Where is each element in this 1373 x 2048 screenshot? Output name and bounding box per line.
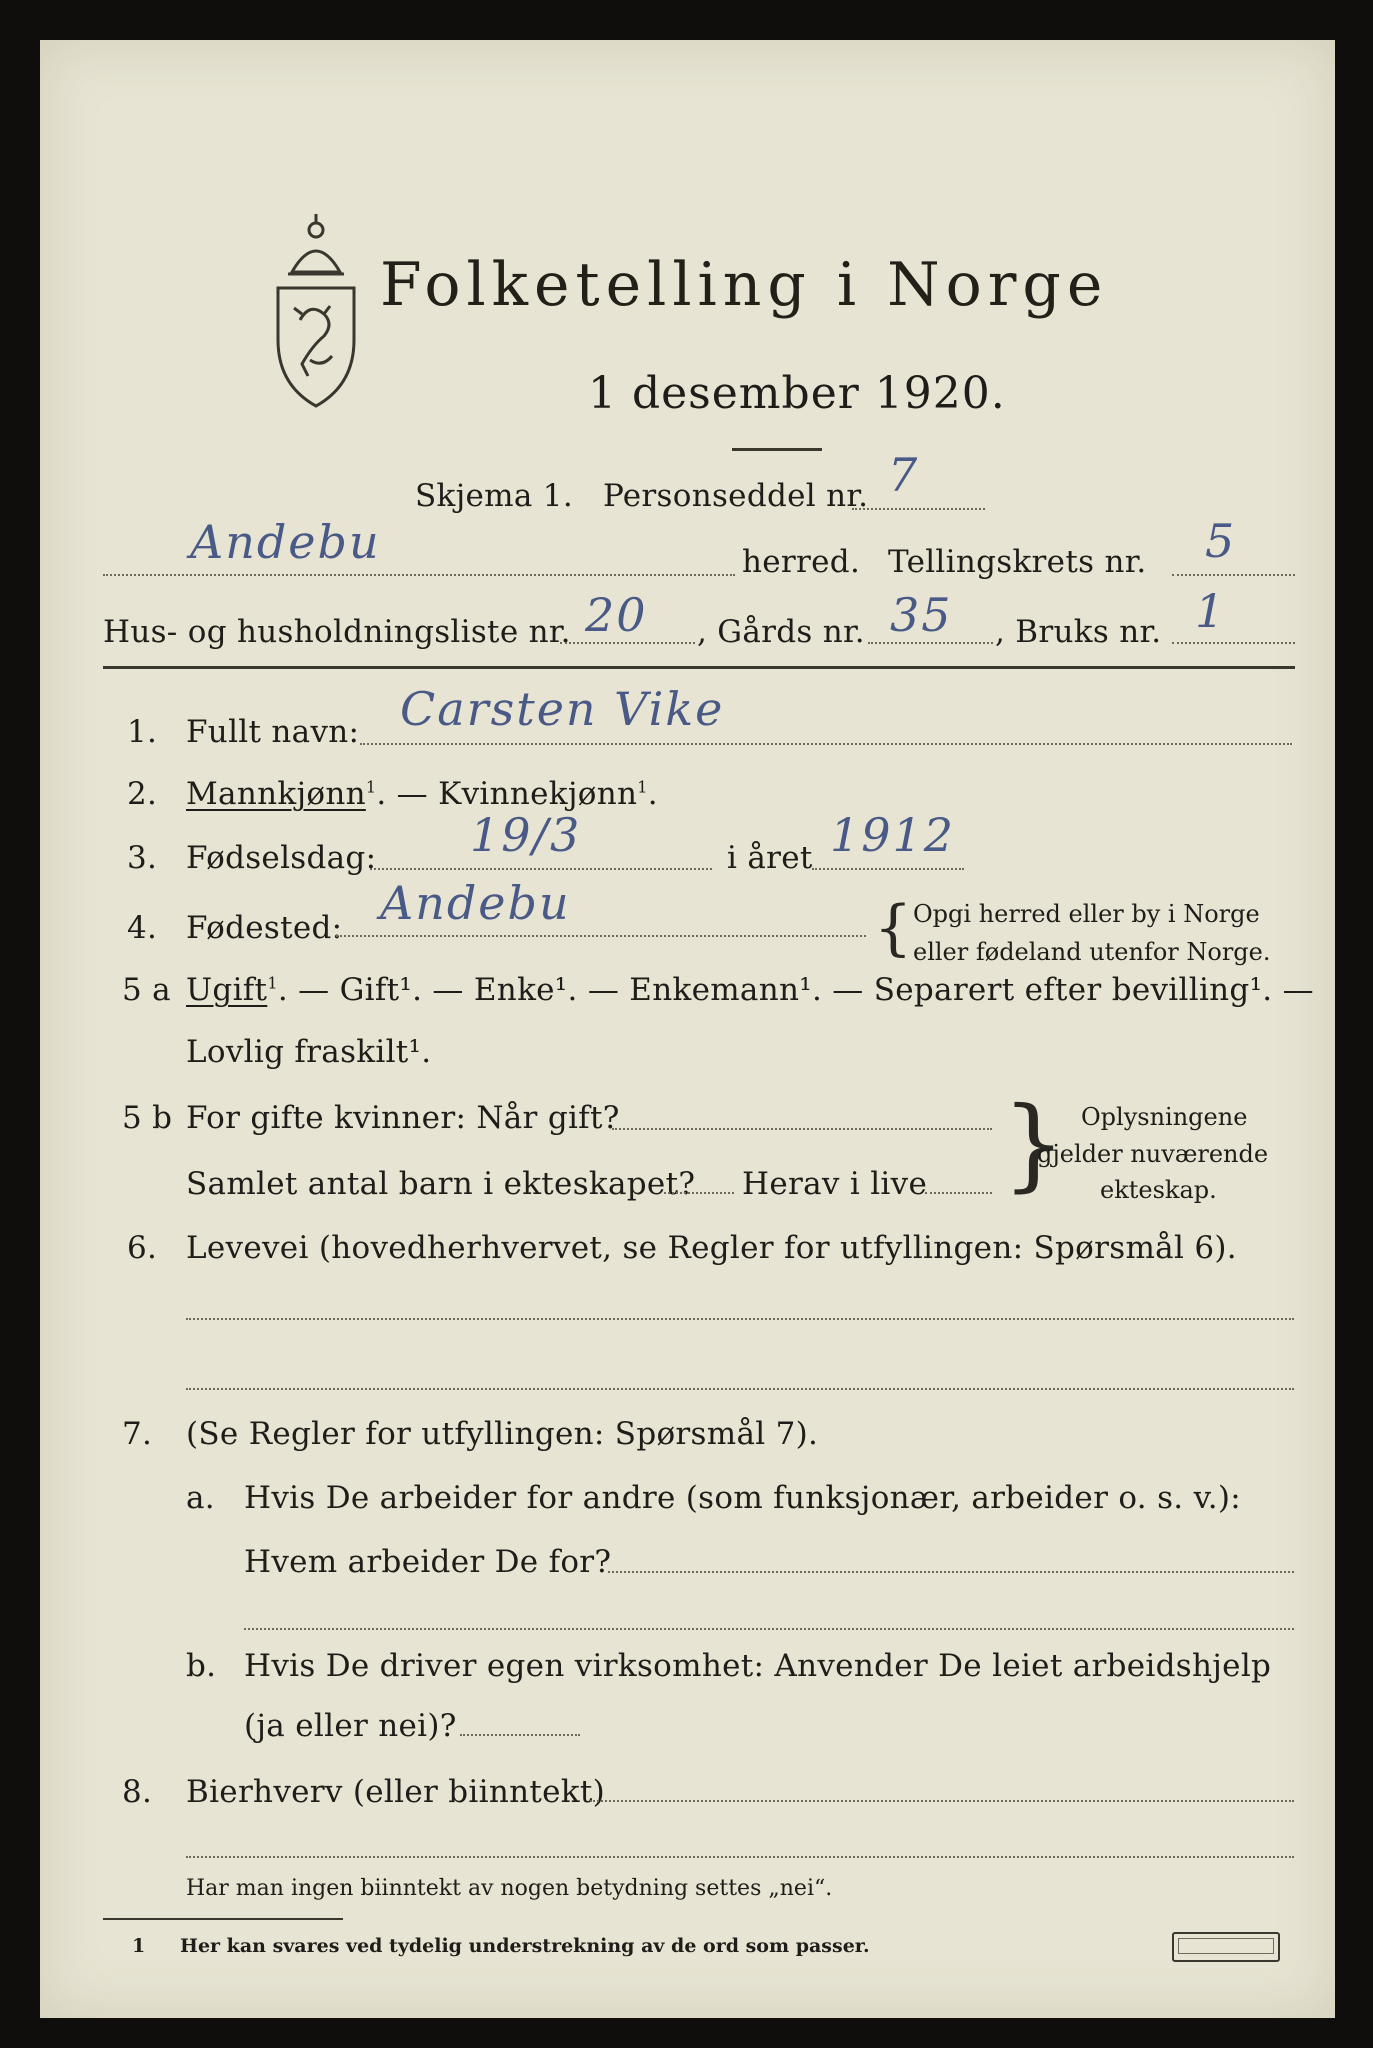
q3-year-label: i året (727, 840, 813, 876)
gards-value: 35 (890, 588, 953, 642)
q4-note-line2: eller fødeland utenfor Norge. (913, 938, 1271, 966)
children-alive-field-line[interactable] (925, 1192, 992, 1194)
herred-field-line[interactable] (103, 574, 735, 576)
q7-label: (Se Regler for utfyllingen: Spørsmål 7). (186, 1416, 819, 1452)
birthplace-field-line[interactable] (336, 935, 866, 937)
q5b-note-line3: ekteskap. (1100, 1176, 1217, 1204)
when-married-field-line[interactable] (612, 1128, 992, 1130)
q7a-letter: a. (186, 1480, 215, 1516)
footnote-text: Her kan svares ved tydelig understrekning av de ord som passer. (180, 1935, 870, 1957)
tellingskrets-field-line[interactable] (1172, 574, 1295, 576)
q5a-number: 5 a (122, 972, 171, 1008)
gender-options: Mannkjønn$^1$. — Kvinnekjønn$^1$. (186, 776, 658, 812)
q6-label: Levevei (hovedherhvervet, se Regler for utfyllingen: Spørsmål 6). (186, 1230, 1237, 1266)
schema-label: Skjema 1. (415, 478, 573, 514)
q8-note: Har man ingen biinntekt av nogen betydning settes „nei“. (186, 1876, 833, 1901)
children-count-field-line[interactable] (664, 1192, 734, 1194)
husliste-value: 20 (585, 588, 648, 642)
marital-options-rest[interactable]: . — Gift¹. — Enke¹. — Enkemann¹. — Separert efter bevilling¹. — (277, 972, 1314, 1008)
personseddel-field-line[interactable] (852, 508, 985, 510)
side-income-field-line-2[interactable] (186, 1856, 1294, 1858)
footnote-divider (103, 1918, 343, 1920)
q5b-note-line1: Oplysningene (1081, 1103, 1248, 1131)
q3-label: Fødselsdag: (186, 840, 377, 876)
birthday-field-line[interactable] (370, 868, 712, 870)
bruks-field-line[interactable] (1172, 642, 1295, 644)
employer-field-line-2[interactable] (244, 1628, 1294, 1630)
header-divider (103, 666, 1295, 669)
q7a-employer-label: Hvem arbeider De for? (244, 1544, 612, 1580)
herred-value: Andebu (190, 515, 381, 569)
herred-label: herred. (742, 544, 861, 580)
q2-number: 2. (127, 776, 158, 812)
tellingskrets-label: Tellingskrets nr. (888, 544, 1147, 580)
q5b-number: 5 b (122, 1100, 173, 1136)
q4-label: Fødested: (186, 910, 343, 946)
q7b-letter: b. (186, 1648, 217, 1684)
title-divider (732, 448, 822, 451)
husliste-field-line[interactable] (560, 642, 695, 644)
q3-number: 3. (127, 840, 158, 876)
q5b-note-brace: } (1002, 1085, 1066, 1202)
gender-end: . (647, 776, 658, 812)
gender-option-male[interactable]: Mannkjønn (186, 776, 366, 812)
gender-separator: . — (376, 776, 439, 812)
q7a-label: Hvis De arbeider for andre (som funksjonær, arbeider o. s. v.): (244, 1480, 1242, 1516)
footnote-mark: 1 (132, 1935, 146, 1957)
hired-help-field-line[interactable] (460, 1734, 580, 1736)
q1-label: Fullt navn: (186, 714, 360, 750)
q5b-note-line2: gjelder nuværende (1037, 1140, 1269, 1168)
bruks-label: , Bruks nr. (995, 614, 1162, 650)
full-name-value: Carsten Vike (400, 682, 725, 736)
q7-number: 7. (122, 1416, 153, 1452)
occupation-field-line-2[interactable] (186, 1388, 1294, 1390)
gards-field-line[interactable] (868, 642, 993, 644)
q4-number: 4. (127, 910, 158, 946)
norwegian-coat-of-arms-icon (262, 210, 370, 410)
husliste-label: Hus- og husholdningsliste nr. (103, 614, 571, 650)
q5b-alive-label: Herav i live (742, 1166, 928, 1202)
q7b-yes-no-label: (ja eller nei)? (244, 1708, 457, 1744)
q4-note-brace: { (874, 893, 913, 963)
marital-option-ugift[interactable]: Ugift (186, 972, 268, 1008)
birth-year-field-line[interactable] (812, 868, 964, 870)
bruks-value: 1 (1195, 584, 1227, 638)
marital-status-options: Ugift$^1$. — Gift¹. — Enke¹. — Enkemann¹. — Separert efter bevilling¹. — (186, 972, 1314, 1008)
q4-note-line1: Opgi herred eller by i Norge (913, 900, 1260, 928)
occupation-field-line-1[interactable] (186, 1318, 1294, 1320)
side-income-field-line-1[interactable] (590, 1800, 1294, 1802)
birth-year-value: 1912 (830, 808, 956, 862)
printer-stamp-icon (1172, 1932, 1280, 1962)
personseddel-label: Personseddel nr. (603, 478, 869, 514)
q8-label: Bierhverv (eller biinntekt) (186, 1774, 606, 1810)
q6-number: 6. (127, 1230, 158, 1266)
q8-number: 8. (122, 1774, 153, 1810)
birthplace-value: Andebu (380, 876, 571, 930)
marital-option-fraskilt[interactable]: Lovlig fraskilt¹. (186, 1034, 432, 1070)
birthday-value: 19/3 (470, 808, 582, 862)
form-title: Folketelling i Norge (380, 250, 1109, 320)
gender-option-female[interactable]: Kvinnekjønn (438, 776, 638, 812)
q5b-children-label: Samlet antal barn i ekteskapet? (186, 1166, 696, 1202)
q1-number: 1. (127, 714, 158, 750)
employer-field-line-1[interactable] (608, 1571, 1294, 1573)
personseddel-value: 7 (888, 448, 920, 502)
gards-label: , Gårds nr. (697, 614, 865, 650)
full-name-field-line[interactable] (360, 743, 1292, 745)
q5b-when-married-label: For gifte kvinner: Når gift? (186, 1100, 620, 1136)
q7b-label: Hvis De driver egen virksomhet: Anvender De leiet arbeidshjelp (244, 1648, 1272, 1684)
tellingskrets-value: 5 (1205, 514, 1237, 568)
census-form-page (40, 40, 1335, 2018)
census-date: 1 desember 1920. (588, 368, 1006, 419)
